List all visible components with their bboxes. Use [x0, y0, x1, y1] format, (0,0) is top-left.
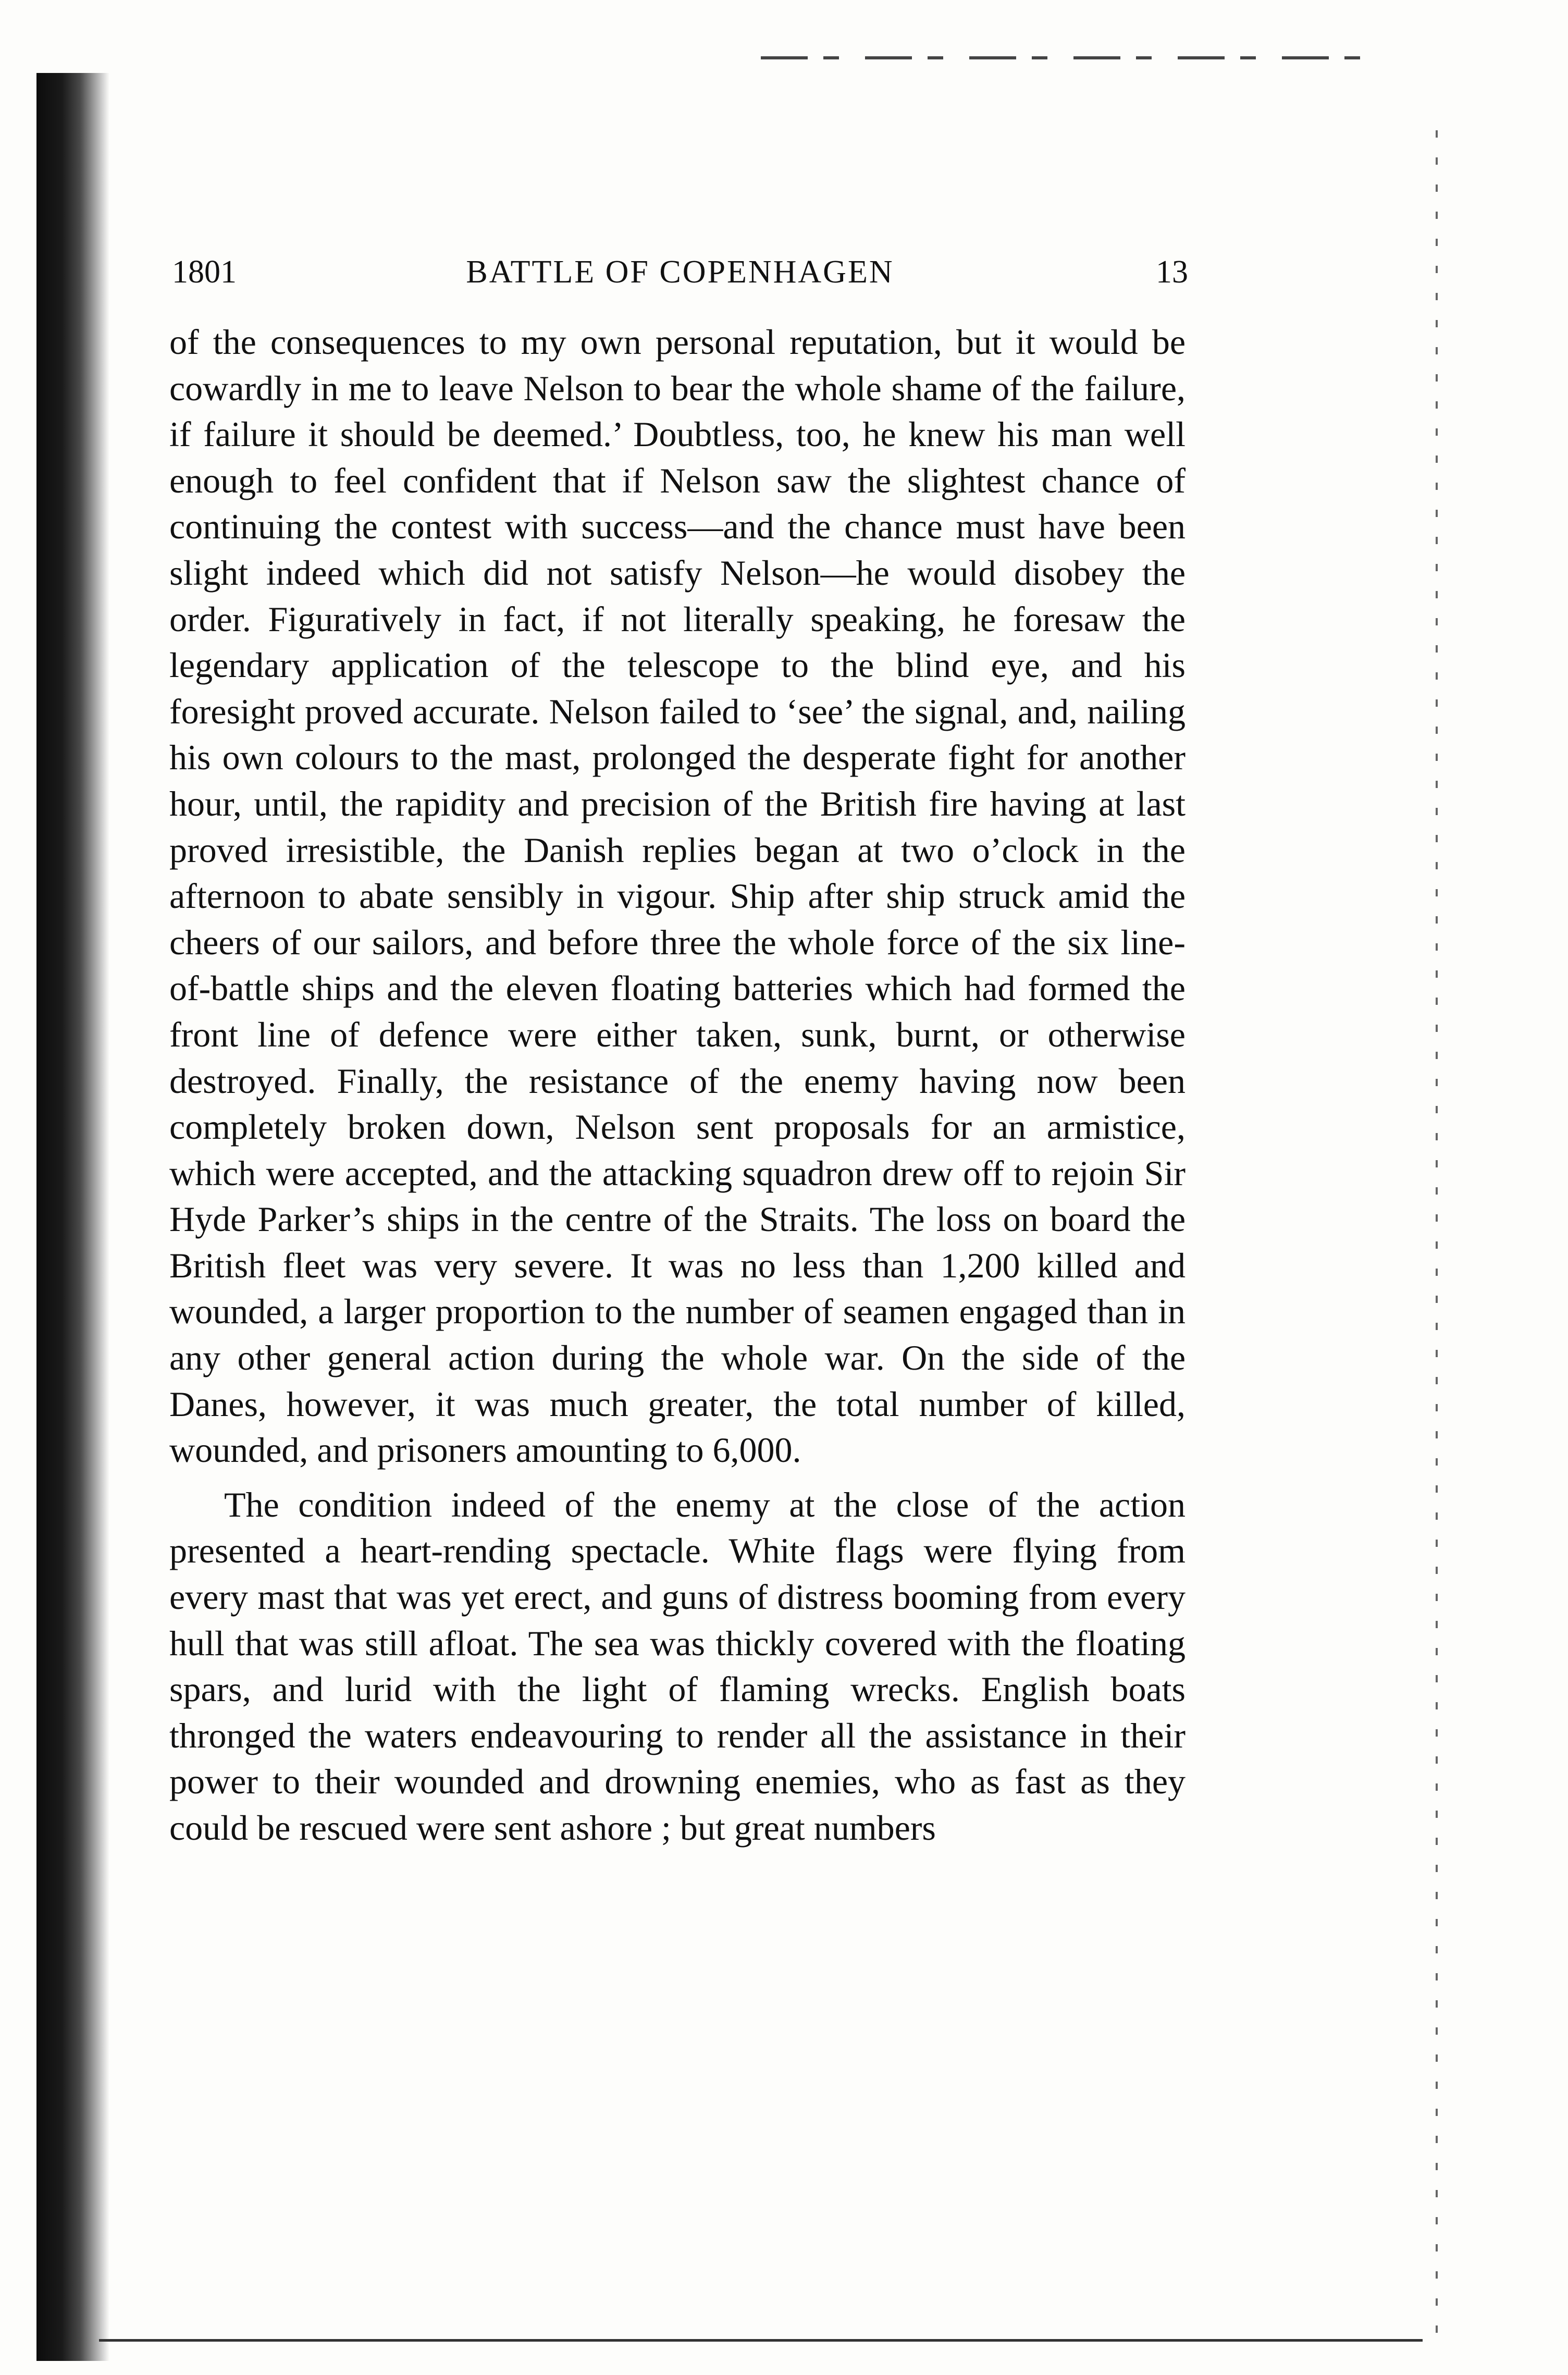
header-title: BATTLE OF COPENHAGEN [466, 254, 894, 290]
page-number: 13 [1156, 254, 1188, 290]
scan-bottom-border [99, 2339, 1423, 2342]
body-text [169, 319, 1186, 1851]
scan-binding-edge [36, 73, 109, 2361]
scan-top-border [761, 56, 1381, 59]
paragraph-2: The condition indeed of the enemy at the close of the action presented a heart-rending spectacle. White flags were flying from every mast that was yet erect, and guns of distress booming from every hull that was still afloat. The sea was thickly covered with the floating spars, and lurid with the light of flaming wrecks. English boats thronged the waters endeavouring to render all the assistance in their power to their wounded and drowning enemies, who as fast as they could be rescued were sent ashore ; but great numbers [169, 1484, 1186, 1848]
scan-right-edge [1436, 130, 1438, 2335]
running-header [172, 251, 1188, 293]
paragraph-1: of the consequences to my own personal reputation, but it would be cowardly in me to leave Nelson to bear the whole shame of the failure, if failure it should be deemed.’ Doubtless, too, he knew his man well enough to feel confident that if Nelson saw the slightest chance of continuing the contest with success—and the chance must have been slight indeed which did not satisfy Nelson—he would disobey the order. Figuratively in fact, if not literally speaking, he foresaw the legendary application of the telescope to the blind eye, and his foresight proved accurate. Nelson failed to ‘see’ the signal, and, nailing his own colours to the mast, prolonged the desperate fight for another hour, until, the rapidity and precision of the British fire having at last proved irresistible, the Danish replies began at two o’clock in the afternoon to abate sensibly in vigour. Ship after ship struck amid the cheers of our sailors, and before three the whole force of the six line-of-battle ships and the eleven floating batteries which had formed the front line of defence were either taken, sunk, burnt, or otherwise destroyed. Finally, the resistance of the enemy having now been completely broken down, Nelson sent proposals for an armistice, which were accepted, and the attacking squadron drew off to rejoin Sir Hyde Parker’s ships in the centre of the Straits. The loss on board the British fleet was very severe. It was no less than 1,200 killed and wounded, a larger proportion to the number of seamen engaged than in any other general action during the whole war. On the side of the Danes, however, it was much greater, the total number of killed, wounded, and prisoners amounting to 6,000. [169, 322, 1186, 1470]
header-year: 1801 [172, 254, 237, 290]
